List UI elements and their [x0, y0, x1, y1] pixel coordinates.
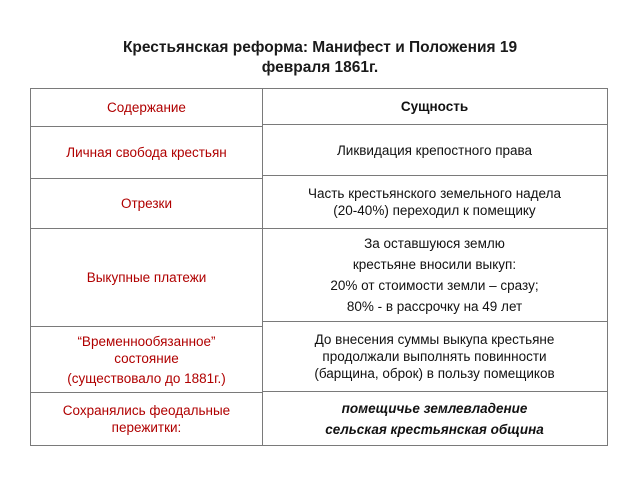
page-title [20, 38, 620, 78]
row-5-left-line-1: Сохранялись феодальные [62, 403, 231, 418]
row-3-left [31, 229, 262, 326]
header-content [31, 89, 262, 126]
row-4-right-line-2: продолжали выполнять повинности [322, 349, 547, 364]
row-3-right-line-2: крестьяне вносили выкуп: [352, 257, 517, 272]
row-4-left-line-2: состояние [114, 350, 179, 366]
row-4-right-line-1: До внесения суммы выкупа крестьяне [314, 332, 555, 347]
row-2-left [31, 179, 262, 228]
row-3-left-text: Выкупные платежи [86, 270, 207, 285]
title-line-1: Крестьянская реформа: Манифест и Положения 19 [122, 39, 518, 56]
row-1-left [31, 127, 262, 178]
row-5-right-line-1: помещичье землевладение [341, 400, 528, 416]
reform-table [30, 88, 608, 446]
row-2-right-line-2: (20-40%) переходил к помещику [333, 203, 536, 218]
header-essence-label: Сущность [400, 99, 469, 114]
header-content-label: Содержание [107, 100, 186, 115]
row-2-left-text: Отрезки [120, 196, 173, 211]
row-3-right-line-3: 20% от стоимости земли – сразу; [330, 278, 539, 293]
row-4-right-line-3: (барщина, оброк) в пользу помещиков [314, 366, 555, 381]
row-4-left-line-1: “Временнообязанное” [77, 333, 216, 349]
row-5-right-line-2: сельская крестьянская община [325, 421, 544, 437]
row-2-right-line-1: Часть крестьянского земельного надела [307, 186, 561, 201]
header-essence [262, 89, 607, 124]
row-3-right-line-1: За оставшуюся землю [364, 236, 505, 251]
row-2-right [262, 176, 607, 228]
row-5-right [262, 392, 607, 445]
row-4-left-line-3: (существовало до 1881г.) [67, 370, 226, 386]
row-1-right [262, 125, 607, 175]
row-3-right-line-4: 80% - в рассрочку на 49 лет [346, 299, 523, 314]
row-5-left [31, 393, 262, 445]
title-line-2: февраля 1861г. [261, 59, 379, 76]
row-1-left-text: Личная свобода крестьян [66, 145, 227, 160]
row-4-right [262, 322, 607, 391]
row-3-right [262, 229, 607, 321]
row-4-left [31, 327, 262, 392]
row-1-right-text: Ликвидация крепостного права [336, 142, 533, 158]
row-5-left-line-2: пережитки: [111, 420, 182, 435]
